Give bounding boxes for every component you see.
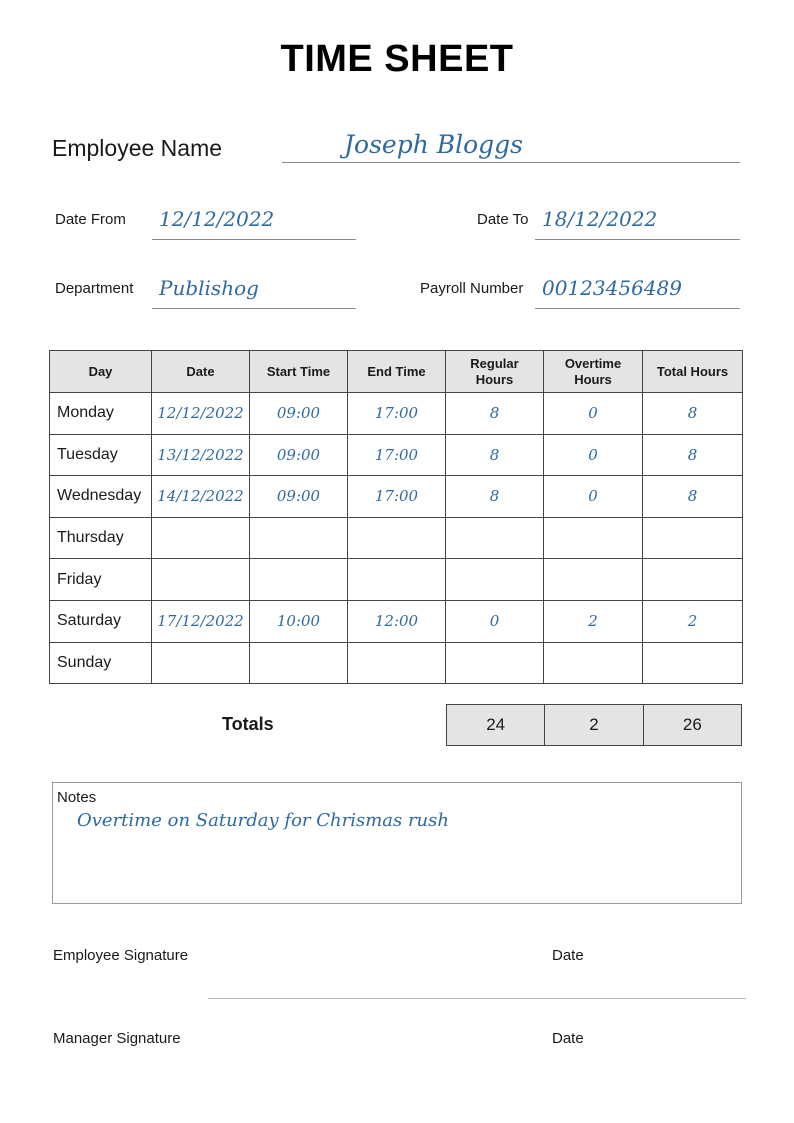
day-cell: Monday bbox=[50, 393, 152, 435]
date-cell[interactable] bbox=[152, 642, 250, 684]
employee-signature-label: Employee Signature bbox=[53, 947, 189, 964]
notes-label: Notes bbox=[57, 789, 97, 806]
start-time-cell[interactable] bbox=[250, 517, 348, 559]
table-row bbox=[50, 517, 743, 559]
table-row bbox=[50, 476, 743, 518]
date-cell[interactable]: 12/12/2022 bbox=[152, 393, 250, 435]
department-label: Department bbox=[55, 280, 134, 297]
header-end-time: End Time bbox=[348, 351, 446, 393]
totals-row bbox=[447, 705, 742, 746]
total-overtime-hours: 2 bbox=[545, 705, 643, 746]
date-cell[interactable]: 17/12/2022 bbox=[152, 600, 250, 642]
total-hours-cell[interactable] bbox=[643, 559, 743, 601]
end-time-cell[interactable] bbox=[348, 642, 446, 684]
manager-signature-label: Manager Signature bbox=[53, 1030, 181, 1047]
table-row bbox=[50, 600, 743, 642]
date-to-value[interactable]: 18/12/2022 bbox=[542, 207, 658, 231]
department-value[interactable]: Publishog bbox=[159, 276, 259, 300]
start-time-cell[interactable]: 09:00 bbox=[250, 434, 348, 476]
total-hours-cell[interactable] bbox=[643, 517, 743, 559]
header-start-time: Start Time bbox=[250, 351, 348, 393]
day-cell: Friday bbox=[50, 559, 152, 601]
overtime-hours-cell[interactable]: 2 bbox=[544, 600, 643, 642]
employee-name-value[interactable]: Joseph Bloggs bbox=[344, 130, 524, 159]
date-cell[interactable] bbox=[152, 559, 250, 601]
header-day: Day bbox=[50, 351, 152, 393]
date-to-underline bbox=[535, 239, 740, 240]
regular-hours-cell[interactable]: 8 bbox=[446, 476, 544, 518]
notes-box[interactable] bbox=[52, 782, 742, 904]
regular-hours-cell[interactable]: 0 bbox=[446, 600, 544, 642]
total-hours-cell[interactable]: 8 bbox=[643, 393, 743, 435]
overtime-hours-cell[interactable]: 0 bbox=[544, 434, 643, 476]
regular-hours-cell[interactable] bbox=[446, 517, 544, 559]
start-time-cell[interactable]: 10:00 bbox=[250, 600, 348, 642]
header-total-hours: Total Hours bbox=[643, 351, 743, 393]
header-regular-hours bbox=[446, 351, 544, 393]
total-hours-cell[interactable]: 8 bbox=[643, 476, 743, 518]
overtime-hours-cell[interactable] bbox=[544, 559, 643, 601]
overtime-hours-cell[interactable]: 0 bbox=[544, 393, 643, 435]
page-title: TIME SHEET bbox=[280, 38, 514, 80]
total-regular-hours: 24 bbox=[447, 705, 545, 746]
end-time-cell[interactable] bbox=[348, 517, 446, 559]
total-hours-cell[interactable]: 2 bbox=[643, 600, 743, 642]
header-overtime-hours-text: Overtime Hours bbox=[564, 355, 622, 387]
day-cell: Saturday bbox=[50, 600, 152, 642]
total-hours-cell[interactable]: 8 bbox=[643, 434, 743, 476]
overtime-hours-cell[interactable] bbox=[544, 642, 643, 684]
regular-hours-cell[interactable] bbox=[446, 642, 544, 684]
employee-signature-line[interactable] bbox=[208, 998, 746, 999]
overtime-hours-cell[interactable] bbox=[544, 517, 643, 559]
employee-signature-date-label: Date bbox=[552, 947, 584, 964]
end-time-cell[interactable]: 17:00 bbox=[348, 476, 446, 518]
manager-signature-date-label: Date bbox=[552, 1030, 584, 1047]
end-time-cell[interactable] bbox=[348, 559, 446, 601]
payroll-number-label: Payroll Number bbox=[420, 280, 524, 297]
day-cell: Thursday bbox=[50, 517, 152, 559]
day-cell: Wednesday bbox=[50, 476, 152, 518]
employee-name-underline bbox=[282, 162, 740, 163]
start-time-cell[interactable]: 09:00 bbox=[250, 476, 348, 518]
payroll-number-underline bbox=[535, 308, 740, 309]
regular-hours-cell[interactable] bbox=[446, 559, 544, 601]
notes-text[interactable]: Overtime on Saturday for Chrismas rush bbox=[77, 810, 449, 831]
end-time-cell[interactable]: 17:00 bbox=[348, 393, 446, 435]
end-time-cell[interactable]: 12:00 bbox=[348, 600, 446, 642]
totals-table bbox=[446, 704, 742, 746]
totals-label: Totals bbox=[222, 714, 274, 734]
end-time-cell[interactable]: 17:00 bbox=[348, 434, 446, 476]
table-row bbox=[50, 393, 743, 435]
day-cell: Tuesday bbox=[50, 434, 152, 476]
table-row bbox=[50, 642, 743, 684]
day-cell: Sunday bbox=[50, 642, 152, 684]
table-row bbox=[50, 434, 743, 476]
overtime-hours-cell[interactable]: 0 bbox=[544, 476, 643, 518]
table-header-row bbox=[50, 351, 743, 393]
regular-hours-cell[interactable]: 8 bbox=[446, 434, 544, 476]
date-cell[interactable]: 14/12/2022 bbox=[152, 476, 250, 518]
payroll-number-value[interactable]: 00123456489 bbox=[542, 276, 682, 300]
date-to-label: Date To bbox=[477, 211, 529, 228]
header-date: Date bbox=[152, 351, 250, 393]
header-regular-hours-text: Regular Hours bbox=[470, 355, 519, 387]
total-hours-sum: 26 bbox=[643, 705, 741, 746]
timesheet-table bbox=[49, 350, 743, 684]
department-underline bbox=[152, 308, 356, 309]
header-overtime-hours bbox=[544, 351, 643, 393]
date-cell[interactable] bbox=[152, 517, 250, 559]
total-hours-cell[interactable] bbox=[643, 642, 743, 684]
employee-name-label: Employee Name bbox=[52, 135, 223, 161]
start-time-cell[interactable] bbox=[250, 642, 348, 684]
start-time-cell[interactable]: 09:00 bbox=[250, 393, 348, 435]
date-cell[interactable]: 13/12/2022 bbox=[152, 434, 250, 476]
start-time-cell[interactable] bbox=[250, 559, 348, 601]
regular-hours-cell[interactable]: 8 bbox=[446, 393, 544, 435]
date-from-value[interactable]: 12/12/2022 bbox=[159, 207, 275, 231]
date-from-label: Date From bbox=[55, 211, 126, 228]
table-row bbox=[50, 559, 743, 601]
date-from-underline bbox=[152, 239, 356, 240]
